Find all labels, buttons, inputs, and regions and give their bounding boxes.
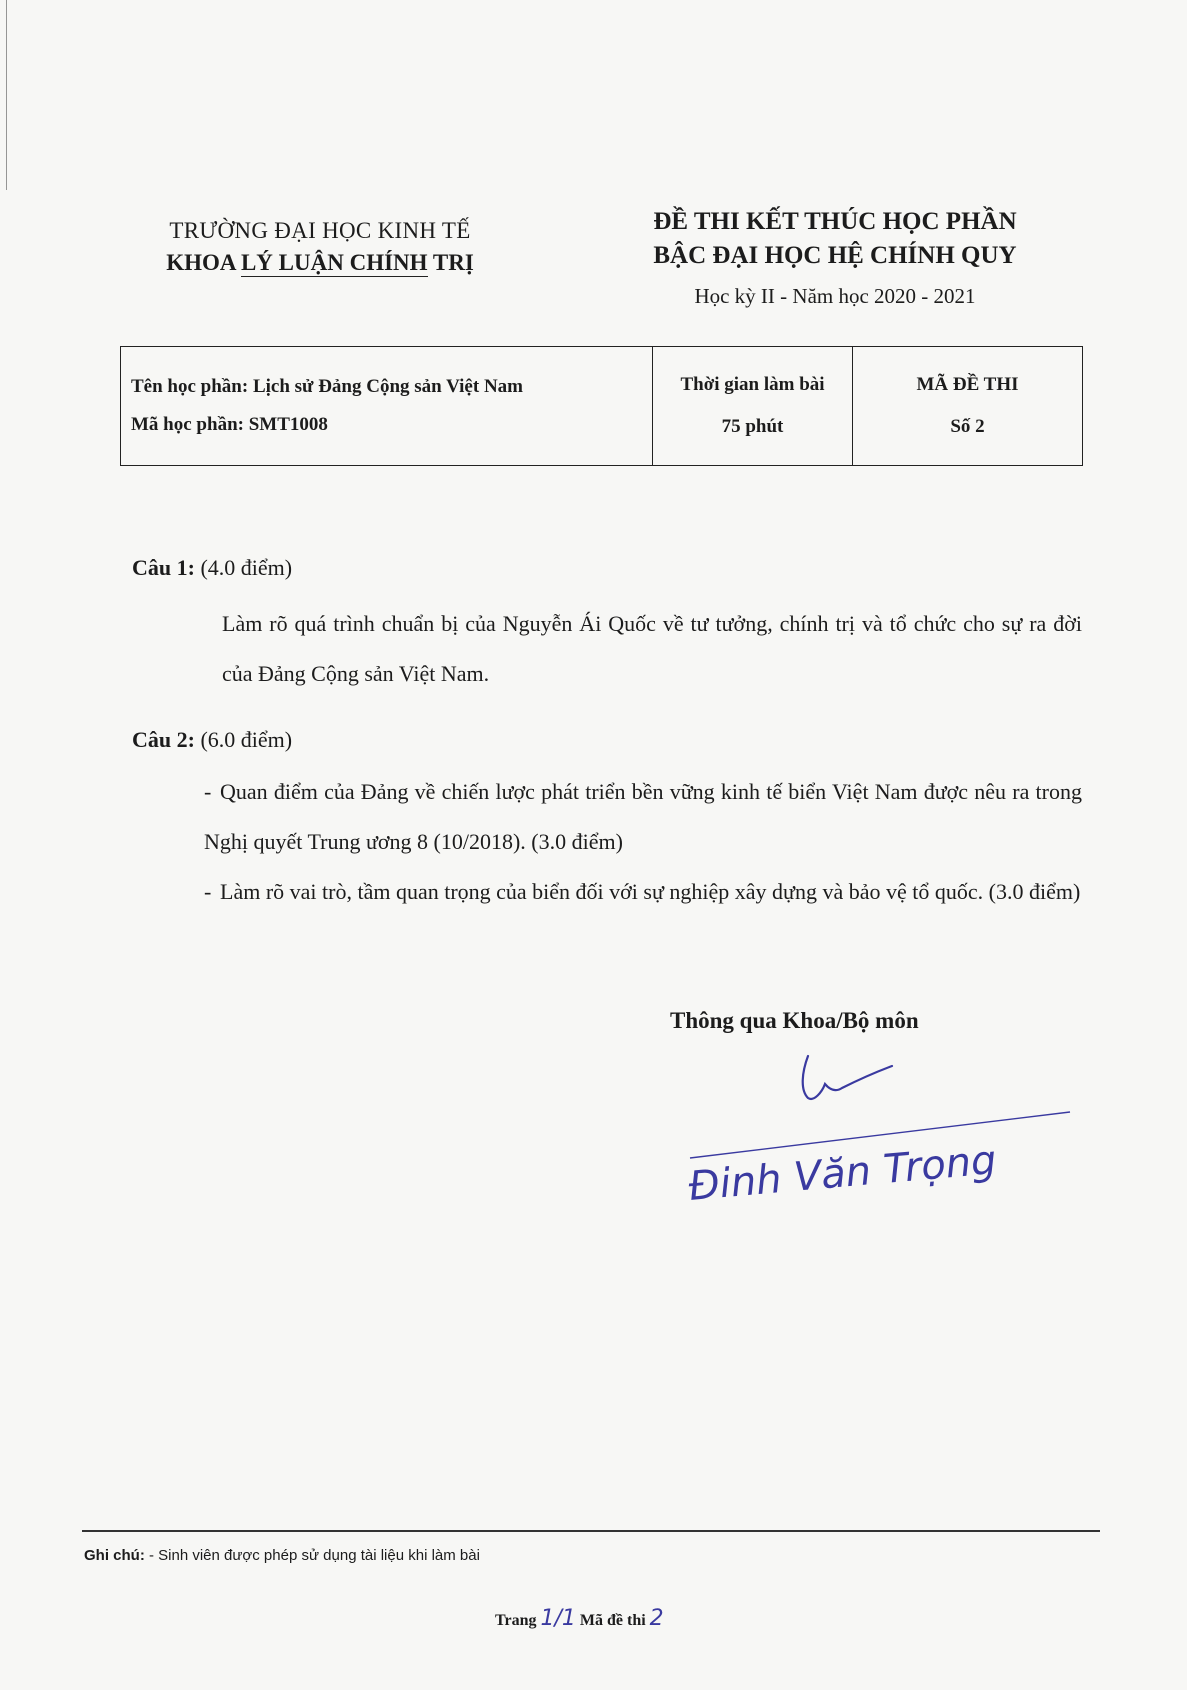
footer-code-value: 2 (649, 1606, 664, 1631)
question-1 (132, 555, 1082, 699)
exam-code-cell (853, 347, 1083, 466)
question-1-label: Câu 1: (132, 555, 195, 580)
page-label: Trang (495, 1612, 537, 1629)
footer-note-text: - Sinh viên được phép sử dụng tài liệu khi làm bài (144, 1547, 480, 1564)
exam-level: BẬC ĐẠI HỌC HỆ CHÍNH QUY (653, 242, 1017, 269)
question-1-text: Làm rõ quá trình chuẩn bị của Nguyễn Ái Quốc về tư tưởng, chính trị và tổ chức cho sự ra đời của Đảng Cộng sản Việt Nam. (222, 611, 1082, 686)
question-2-points: (6.0 điểm) (200, 727, 293, 752)
footer-code-label: Mã đề thi (579, 1612, 646, 1629)
approval-title: Thông qua Khoa/Bộ môn (670, 1008, 919, 1033)
time-value: 75 phút (721, 416, 784, 437)
semester: Học kỳ II - Năm học 2020 - 2021 (694, 284, 976, 308)
university-name: TRƯỜNG ĐẠI HỌC KINH TẾ (169, 218, 471, 243)
footer-page-info (495, 1606, 664, 1631)
exam-code-value: Số 2 (950, 416, 985, 437)
exam-code-label: MÃ ĐỀ THI (916, 374, 1019, 395)
footer-divider (82, 1530, 1100, 1532)
course-code: Mã học phần: SMT1008 (131, 414, 328, 435)
signer-name: Đinh Văn Trọng (686, 1137, 999, 1210)
signature (680, 1050, 1080, 1220)
time-cell (653, 347, 853, 466)
institution-header (120, 218, 520, 276)
footer-note (84, 1547, 480, 1564)
question-2-bullet-2: - Làm rõ vai trò, tầm quan trọng của biển đối với sự nghiệp xây dựng và bảo vệ tổ quốc. (3.0 điểm) (204, 879, 1081, 904)
page-number: 1/1 (540, 1606, 576, 1631)
faculty-name: KHOA LÝ LUẬN CHÍNH TRỊ (166, 250, 474, 275)
question-2-label: Câu 2: (132, 727, 195, 752)
faculty-name-underlined: LÝ LUẬN CHÍNH (240, 250, 428, 275)
exam-header (600, 208, 1070, 309)
footer-note-label: Ghi chú: (84, 1547, 145, 1564)
exam-title: ĐỀ THI KẾT THÚC HỌC PHẦN (653, 208, 1017, 235)
signature-stroke (803, 1056, 892, 1099)
time-label: Thời gian làm bài (680, 374, 825, 395)
question-1-points: (4.0 điểm) (200, 555, 293, 580)
course-info-table (120, 346, 1083, 466)
question-2-bullet-1: - Quan điểm của Đảng về chiến lược phát triển bền vững kinh tế biển Việt Nam được nêu ra trong Nghị quyết Trung ương 8 (10/2018). (3.0 điểm) (204, 779, 1082, 854)
question-2 (132, 727, 1082, 917)
course-name: Tên học phần: Lịch sử Đảng Cộng sản Việt Nam (131, 376, 523, 397)
scan-edge-line (6, 0, 7, 190)
course-cell (121, 347, 653, 466)
